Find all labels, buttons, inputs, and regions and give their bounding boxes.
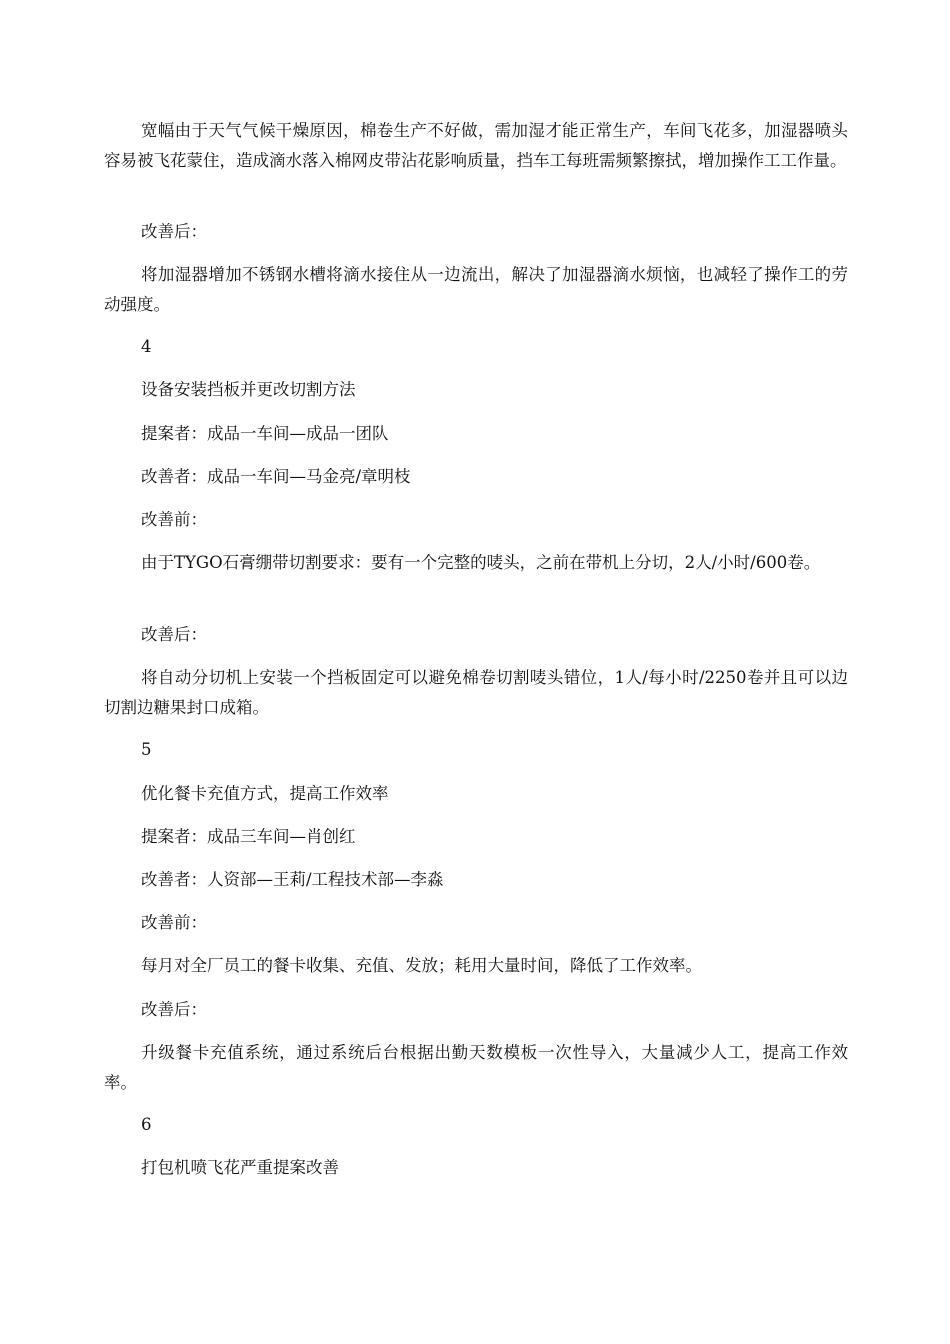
improver-5: 改善者：人资部—王莉/工程技术部—李淼: [141, 870, 444, 889]
section-number-5: 5: [141, 740, 152, 759]
after-text-4: 将自动分切机上安装一个挡板固定可以避免棉卷切割唛头错位，1人/每小时/2250卷并且可以边切割边糖果封口成箱。: [104, 668, 848, 717]
section-title-5: 优化餐卡充值方式，提高工作效率: [141, 784, 389, 803]
before-label-5: 改善前：: [141, 913, 207, 932]
paragraph-humidifier-solution: 将加湿器增加不锈钢水槽将滴水接住从一边流出，解决了加湿器滴水烦恼，也减轻了操作工的劳动强度。: [104, 265, 848, 314]
after-text-5: 升级餐卡充值系统，通过系统后台根据出勤天数模板一次性导入，大量减少人工，提高工作效率。: [104, 1043, 848, 1092]
before-text-5: 每月对全厂员工的餐卡收集、充值、发放；耗用大量时间，降低了工作效率。: [141, 956, 702, 975]
after-label-5: 改善后：: [141, 1000, 207, 1019]
before-text-4: 由于TYGO石膏绷带切割要求：要有一个完整的唛头，之前在带机上分切，2人/小时/600卷。: [141, 553, 821, 572]
proposer-4: 提案者：成品一车间—成品一团队: [141, 424, 389, 443]
before-label-4: 改善前：: [141, 510, 207, 529]
paragraph-after-label: 改善后：: [141, 222, 207, 241]
section-title-4: 设备安装挡板并更改切割方法: [141, 380, 356, 399]
section-title-6: 打包机喷飞花严重提案改善: [141, 1158, 339, 1177]
proposer-5: 提案者：成品三车间—肖创红: [141, 827, 356, 846]
section-number-4: 4: [141, 337, 152, 356]
section-number-6: 6: [141, 1115, 152, 1134]
improver-4: 改善者：成品一车间—马金亮/章明枝: [141, 467, 411, 486]
after-label-4: 改善后：: [141, 625, 207, 644]
paragraph-humidifier-problem: 宽幅由于天气气候干燥原因，棉卷生产不好做，需加湿才能正常生产，车间飞花多，加湿器喷头容易被飞花蒙住，造成滴水落入棉网皮带沾花影响质量，挡车工每班需频繁擦拭，增加操作工工作量。: [104, 121, 848, 170]
